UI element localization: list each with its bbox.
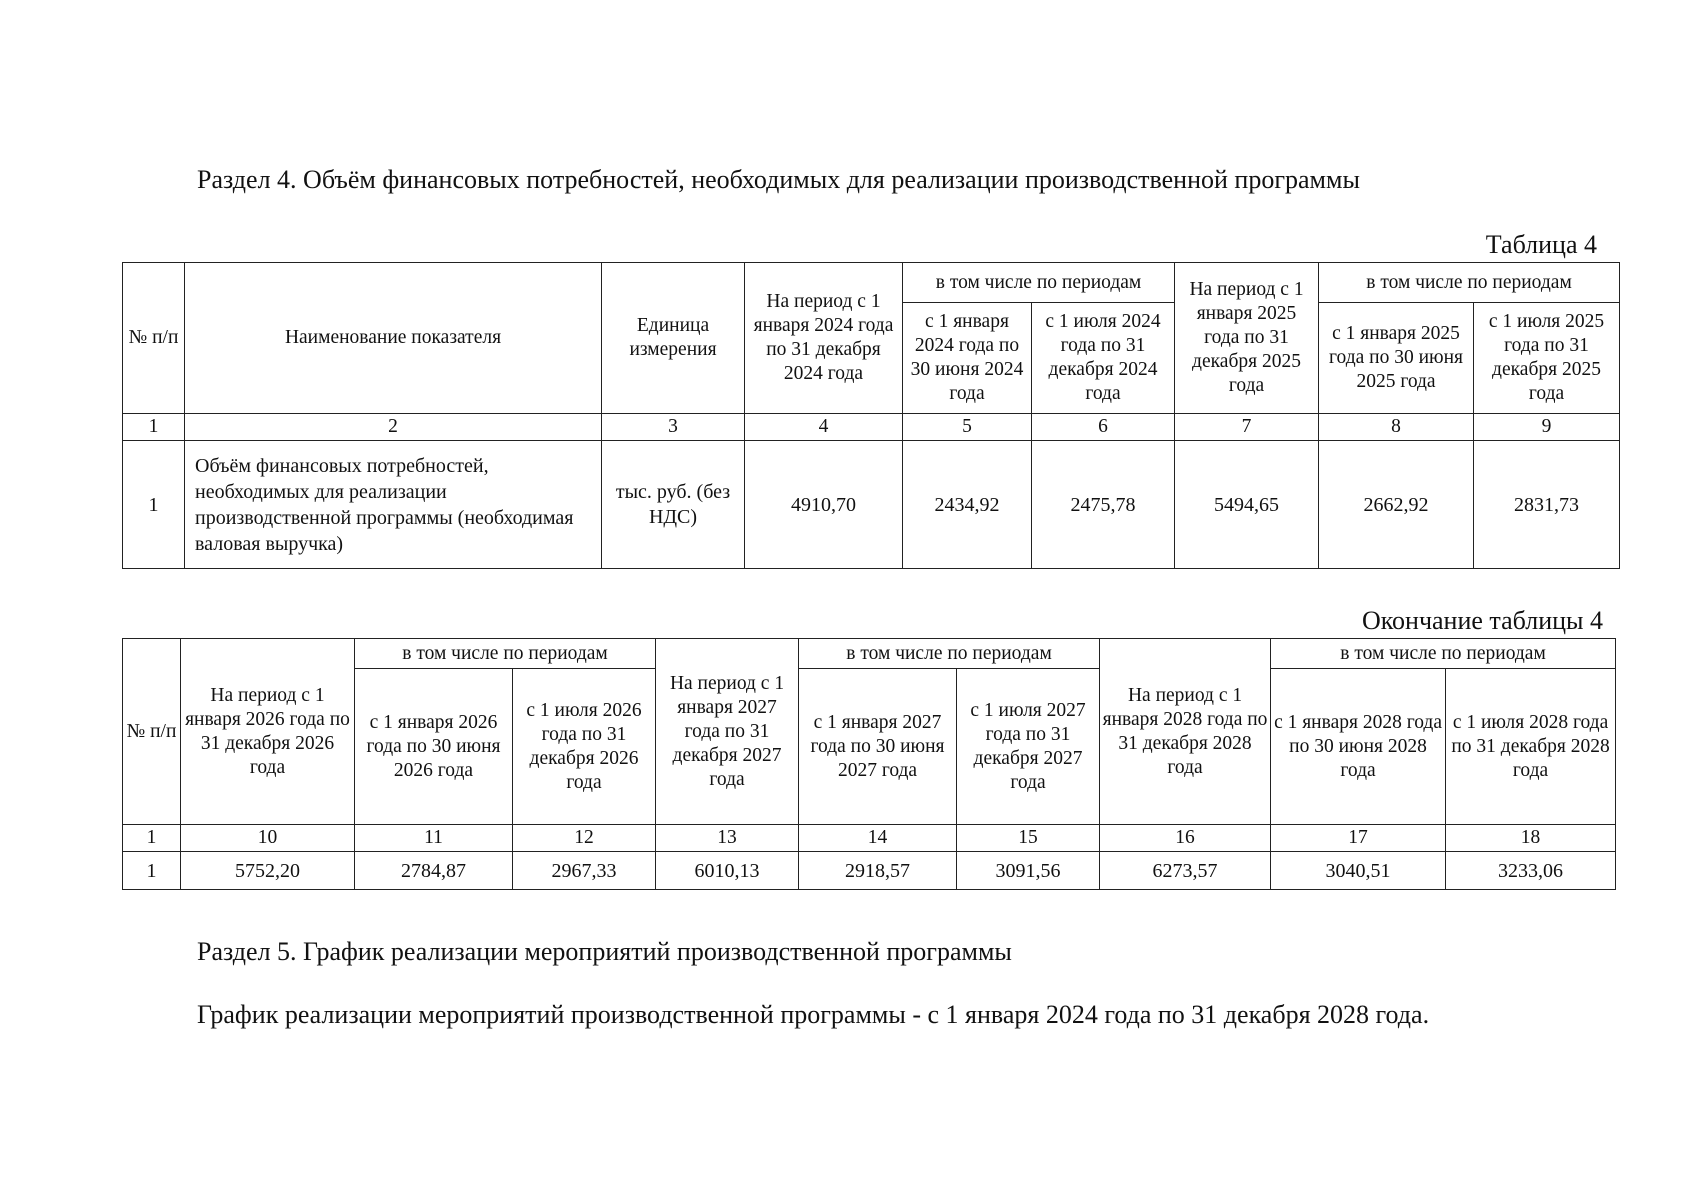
value-cell: 5494,65 xyxy=(1175,441,1319,569)
header-name: Наименование показателя xyxy=(185,263,602,414)
row-unit: тыс. руб. (без НДС) xyxy=(602,441,745,569)
header-period-2028: На период с 1 января 2028 года по 31 декабря 2028 года xyxy=(1100,639,1271,825)
header-subperiods-2028: в том числе по периодам xyxy=(1271,639,1616,669)
header-period-2025: На период с 1 января 2025 года по 31 декабря 2025 года xyxy=(1175,263,1319,414)
section5-title: Раздел 5. График реализации мероприятий производственной программы xyxy=(197,937,1012,966)
header-h1-2026: с 1 января 2026 года по 30 июня 2026 года xyxy=(355,669,513,825)
col-number: 14 xyxy=(799,825,957,852)
value-cell: 5752,20 xyxy=(181,852,355,890)
table1-caption: Таблица 4 xyxy=(1485,230,1597,259)
column-number-row xyxy=(123,825,1616,852)
value-cell: 2662,92 xyxy=(1319,441,1474,569)
value-cell: 3091,56 xyxy=(957,852,1100,890)
header-period-2026: На период с 1 января 2026 года по 31 декабря 2026 года xyxy=(181,639,355,825)
col-number: 6 xyxy=(1032,414,1175,441)
table2-caption: Окончание таблицы 4 xyxy=(1361,606,1603,635)
header-subperiods-2027: в том числе по периодам xyxy=(799,639,1100,669)
col-number: 7 xyxy=(1175,414,1319,441)
header-h1-2024: с 1 января 2024 года по 30 июня 2024 года xyxy=(903,303,1032,414)
header-subperiods-2026: в том числе по периодам xyxy=(355,639,656,669)
col-number: 11 xyxy=(355,825,513,852)
col-number: 16 xyxy=(1100,825,1271,852)
col-number: 8 xyxy=(1319,414,1474,441)
col-number: 5 xyxy=(903,414,1032,441)
col-number: 17 xyxy=(1271,825,1446,852)
col-number: 18 xyxy=(1446,825,1616,852)
value-cell: 4910,70 xyxy=(745,441,903,569)
col-number: 15 xyxy=(957,825,1100,852)
header-unit: Единица измерения xyxy=(602,263,745,414)
value-cell: 6010,13 xyxy=(656,852,799,890)
header-h2-2028: с 1 июля 2028 года по 31 декабря 2028 года xyxy=(1446,669,1616,825)
header-h2-2027: с 1 июля 2027 года по 31 декабря 2027 года xyxy=(957,669,1100,825)
col-number: 1 xyxy=(123,414,185,441)
header-h2-2026: с 1 июля 2026 года по 31 декабря 2026 года xyxy=(513,669,656,825)
column-number-row xyxy=(123,414,1620,441)
header-h2-2025: с 1 июля 2025 года по 31 декабря 2025 года xyxy=(1474,303,1620,414)
header-h1-2025: с 1 января 2025 года по 30 июня 2025 года xyxy=(1319,303,1474,414)
row-num: 1 xyxy=(123,441,185,569)
header-h2-2024: с 1 июля 2024 года по 31 декабря 2024 года xyxy=(1032,303,1175,414)
value-cell: 2475,78 xyxy=(1032,441,1175,569)
header-subperiods-2025: в том числе по периодам xyxy=(1319,263,1620,303)
row-indicator-name: Объём финансовых потребностей, необходимых для реализации производственной программы (необходимая валовая выручка) xyxy=(185,441,602,569)
col-number: 13 xyxy=(656,825,799,852)
value-cell: 2918,57 xyxy=(799,852,957,890)
financial-needs-table-continued xyxy=(122,638,1616,890)
col-number: 1 xyxy=(123,825,181,852)
col-number: 2 xyxy=(185,414,602,441)
header-h1-2028: с 1 января 2028 года по 30 июня 2028 года xyxy=(1271,669,1446,825)
header-subperiods-2024: в том числе по периодам xyxy=(903,263,1175,303)
header-num: № п/п xyxy=(123,639,181,825)
section5-text: График реализации мероприятий производственной программы - с 1 января 2024 года по 31 декабря 2028 года. xyxy=(197,1000,1430,1029)
value-cell: 2434,92 xyxy=(903,441,1032,569)
value-cell: 2967,33 xyxy=(513,852,656,890)
header-h1-2027: с 1 января 2027 года по 30 июня 2027 года xyxy=(799,669,957,825)
col-number: 4 xyxy=(745,414,903,441)
table-row xyxy=(123,852,1616,890)
value-cell: 2784,87 xyxy=(355,852,513,890)
value-cell: 2831,73 xyxy=(1474,441,1620,569)
col-number: 10 xyxy=(181,825,355,852)
section4-title: Раздел 4. Объём финансовых потребностей, необходимых для реализации производственной программы xyxy=(197,165,1360,194)
header-period-2024: На период с 1 января 2024 года по 31 декабря 2024 года xyxy=(745,263,903,414)
financial-needs-table xyxy=(122,262,1620,569)
header-num: № п/п xyxy=(123,263,185,414)
value-cell: 3233,06 xyxy=(1446,852,1616,890)
header-period-2027: На период с 1 января 2027 года по 31 декабря 2027 года xyxy=(656,639,799,825)
value-cell: 6273,57 xyxy=(1100,852,1271,890)
col-number: 9 xyxy=(1474,414,1620,441)
col-number: 12 xyxy=(513,825,656,852)
value-cell: 3040,51 xyxy=(1271,852,1446,890)
col-number: 3 xyxy=(602,414,745,441)
row-num: 1 xyxy=(123,852,181,890)
table-row xyxy=(123,441,1620,569)
